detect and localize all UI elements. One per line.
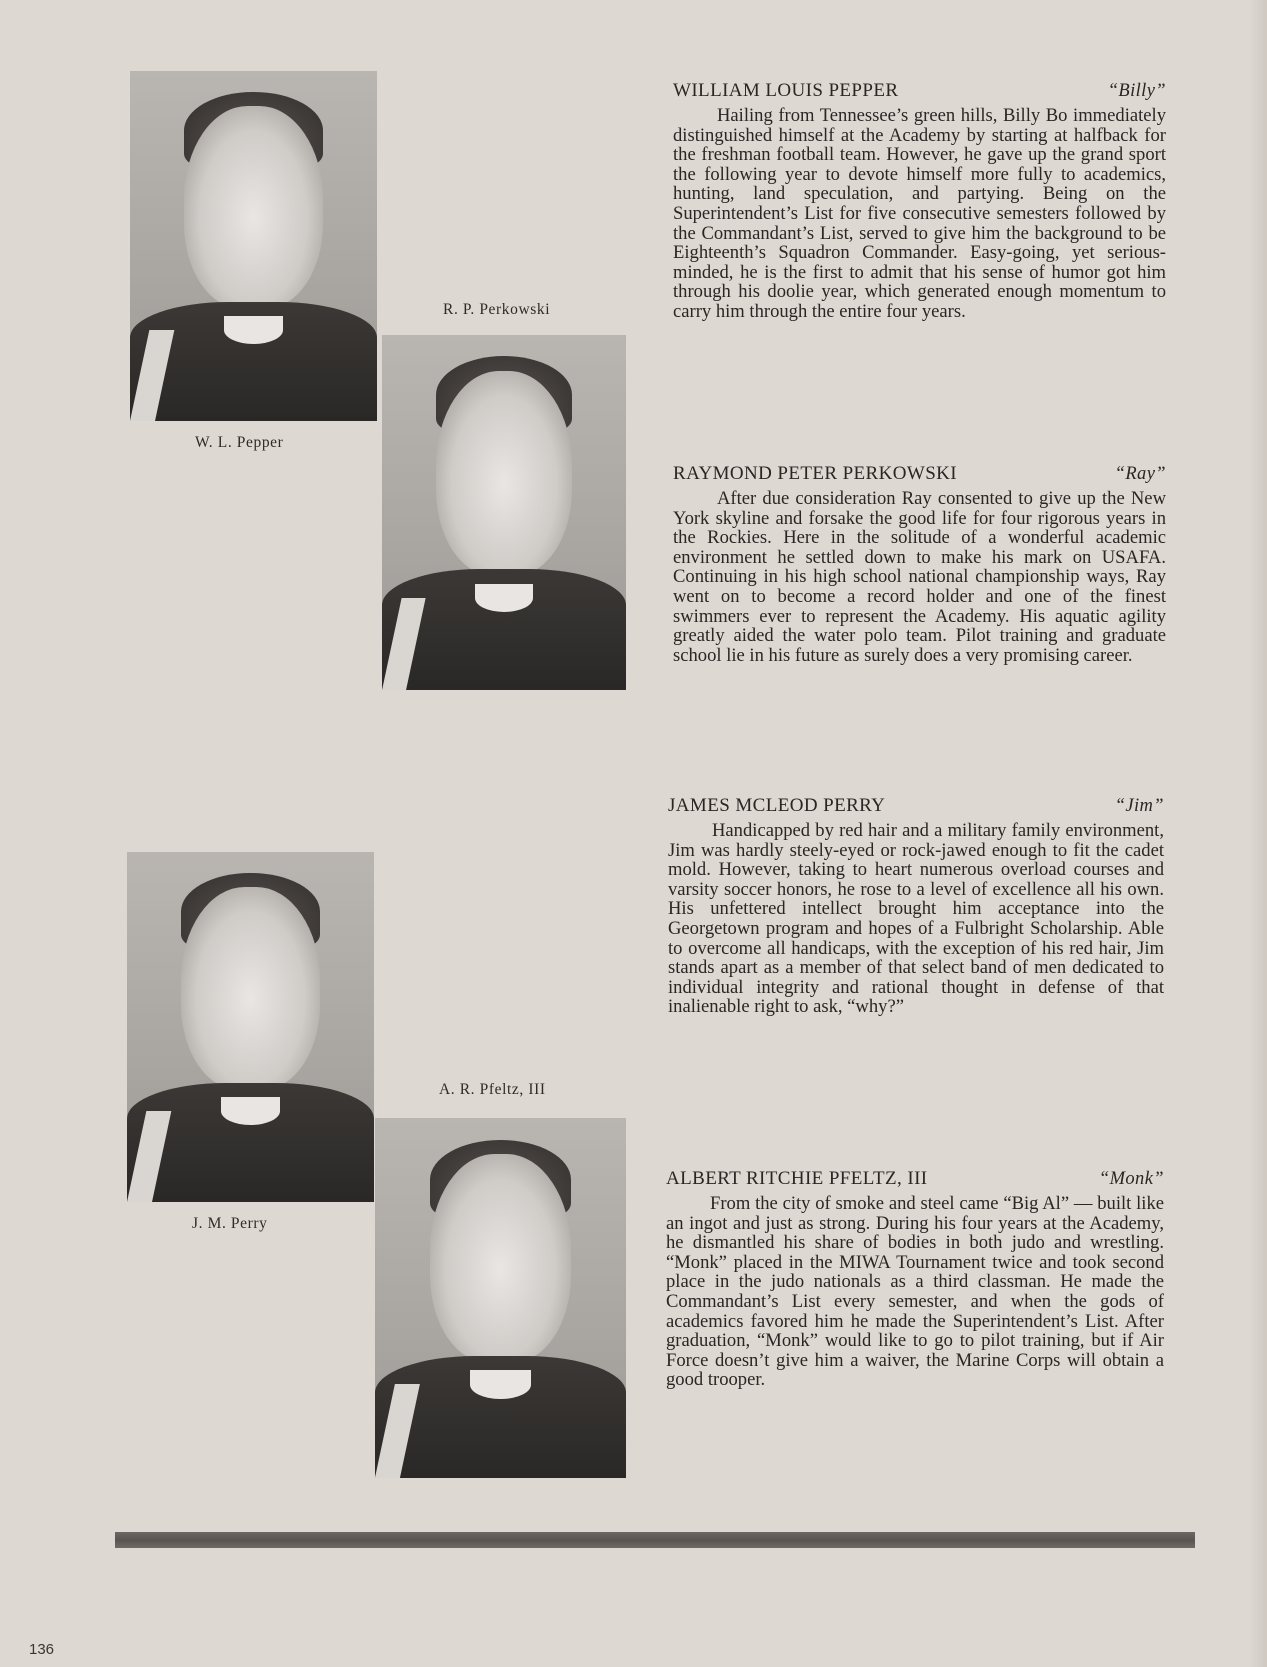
bio-entry-perkowski — [673, 463, 1166, 665]
bio-text: After due consideration Ray consented to give up the New York skyline and forsake the good life for four rigorous years in the Rockies. Here in the solitude of a wonderful academic environment he settled down to make his mark on USAFA. Continuing in his high school national championship ways, Ray went on to become a record holder and one of the finest swimmers ever to represent the Academy. His aquatic agility greatly aided the water polo team. Pilot training and graduate school lie in his future as surely does a very promising career. — [673, 488, 1166, 666]
portrait-photo-pfeltz — [375, 1118, 626, 1478]
bio-nickname: “Billy” — [1107, 81, 1166, 101]
portrait-photo-perkowski — [382, 335, 626, 690]
portrait-photo-perry — [127, 852, 374, 1202]
bio-name: ALBERT RITCHIE PFELTZ, III — [666, 1168, 928, 1189]
bio-name: RAYMOND PETER PERKOWSKI — [673, 463, 958, 484]
bio-nickname: “Jim” — [1114, 796, 1164, 816]
bio-name: WILLIAM LOUIS PEPPER — [673, 80, 899, 101]
bio-nickname: “Monk” — [1098, 1169, 1164, 1189]
bio-text: Handicapped by red hair and a military family environment, Jim was hardly steely-eyed or rock-jawed enough to fit the cadet mold. However, taking to heart numerous overload courses and varsity soccer honors, he rose to a level of excellence all his own. His unfettered intellect brought him acceptance into the Georgetown program and hopes of a Fulbright Scholarship. Able to overcome all handicaps, with the exception of his red hair, Jim stands apart as a member of that select band of men dedicated to individual integrity and rational thought in defense of that inalienable right to ask, “why?” — [668, 820, 1164, 1018]
bio-entry-pepper — [673, 80, 1166, 322]
bio-nickname: “Ray” — [1114, 464, 1166, 484]
bio-entry-perry — [668, 795, 1164, 1017]
photo-caption-perry: J. M. Perry — [192, 1215, 268, 1232]
bio-text: Hailing from Tennessee’s green hills, Billy Bo immediately distinguished himself at the Academy by starting at halfback for the freshman football team. However, he gave up the grand sport the following year to devote himself more fully to academics, hunting, land speculation, and partying. Being on the Superintendent’s List for five consecutive semesters followed by the Commandant’s List, served to give him the background to be Eighteenth’s Squadron Commander. Easy-going, yet serious-minded, he is the first to admit that his sense of humor got him through his doolie year, which generated enough momentum to carry him through the entire four years. — [673, 105, 1166, 322]
photo-caption-pepper: W. L. Pepper — [195, 434, 284, 451]
page-edge — [1249, 0, 1267, 1667]
portrait-photo-pepper — [130, 71, 377, 421]
bio-entry-pfeltz — [666, 1168, 1164, 1390]
photo-caption-perkowski: R. P. Perkowski — [443, 301, 551, 318]
page-number: 136 — [29, 1641, 55, 1658]
photo-caption-pfeltz: A. R. Pfeltz, III — [439, 1081, 546, 1098]
section-divider-bar — [115, 1532, 1195, 1548]
bio-text: From the city of smoke and steel came “Big Al” — built like an ingot and just as strong. During his four years at the Academy, he dismantled his share of bodies in both judo and wrestling. “Monk” placed in the MIWA Tournament twice and took second place in the judo nationals as a third classman. He made the Commandant’s List every semester, and when the gods of academics favored him he made the Superintendent’s List. After graduation, “Monk” would like to go to pilot training, but if Air Force doesn’t give him a waiver, the Marine Corps will obtain a good trooper. — [666, 1193, 1164, 1391]
bio-name: JAMES MCLEOD PERRY — [668, 795, 886, 816]
